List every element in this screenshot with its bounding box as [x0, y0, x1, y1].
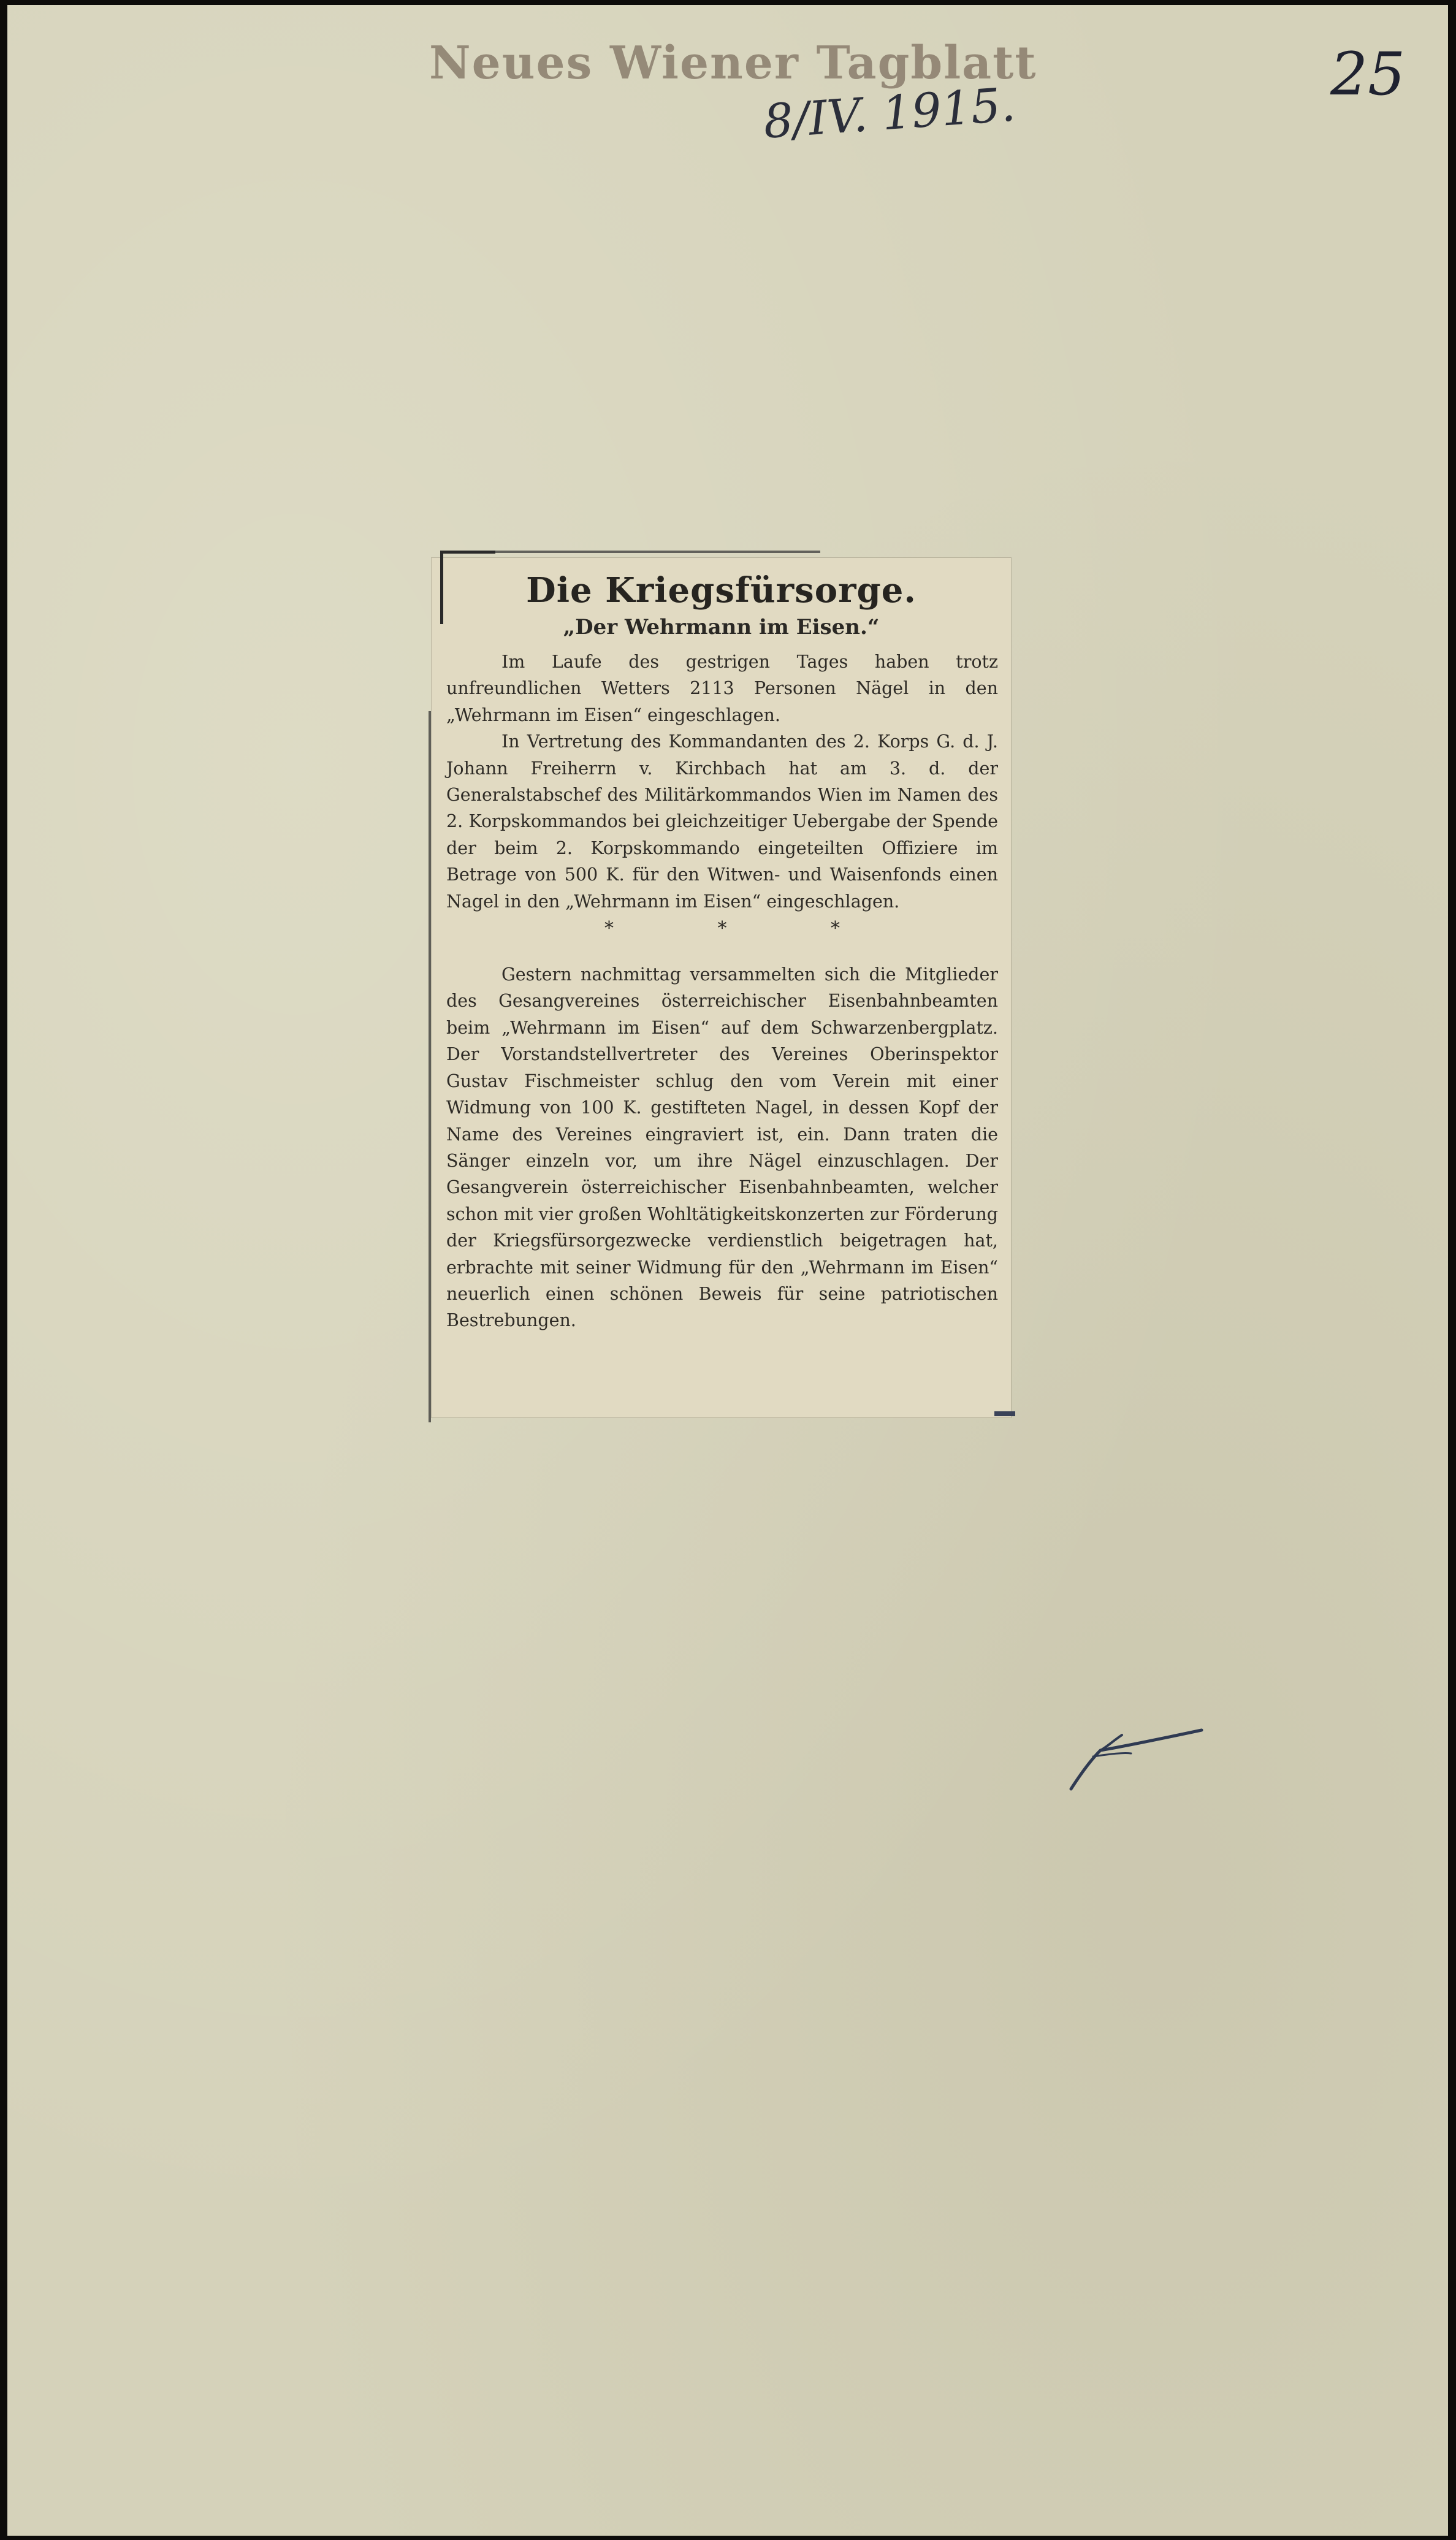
clipping-edge-mark [994, 1411, 1015, 1416]
article-title: Die Kriegsfürsorge. [526, 570, 917, 611]
article-paragraph: Im Laufe des gestrigen Tages haben trotz unfreundlichen Wetters 2113 Personen Nägel in den „Wehrmann im Eisen“ eingeschlagen. [446, 652, 998, 725]
article-body [446, 649, 998, 1334]
article-subtitle: „Der Wehrmann im Eisen.“ [563, 615, 880, 639]
article-paragraph: Gestern nachmittag versammelten sich die Mitglieder des Gesangvereines österreichischer Eisenbahnbeamten beim „Wehrmann im Eisen“ auf dem Schwarzenbergplatz. Der Vorstandstellvertreter des Vereines Oberinspektor Gustav Fischmeister schlug den vom Verein mit einer Widmung von 100 K. gestifteten Nagel, in dessen Kopf der Name des Vereines eingraviert ist, ein. Dann traten die Sänger einzeln vor, um ihre Nägel einzuschlagen. Der Gesangverein österreichischer Eisenbahnbeamten, welcher schon mit vier großen Wohltätigkeitskonzerten zur Förderung der Kriegsfürsorgezwecke verdienstlich beigetragen hat, erbrachte mit seiner Widmung für den „Wehrmann im Eisen“ neuerlich einen schönen Beweis für seine patriotischen Bestrebungen. [446, 964, 998, 1331]
section-separator: * * * [604, 918, 890, 940]
article-paragraph: In Vertretung des Kommandanten des 2. Korps G. d. J. Johann Freiherrn v. Kirchbach hat am 3. d. der Generalstabschef des Militärkommandos Wien im Namen des 2. Korpskommandos bei gleichzeitiger Uebergabe der Spende der beim 2. Korpskommando eingeteilten Offiziere im Betrage von 500 K. für den Witwen- und Waisenfonds einen Nagel in den „Wehrmann im Eisen“ eingeschlagen. [446, 731, 998, 912]
newspaper-stamp: Neues Wiener Tagblatt [429, 37, 1037, 90]
clipping-rule [440, 551, 820, 553]
clipping-left-edge [429, 711, 431, 1422]
pen-check-mark-icon [1064, 1723, 1211, 1796]
handwritten-date: 8/IV. 1915. [761, 77, 1018, 149]
clipping-corner-mark-h [440, 551, 495, 554]
page-number: 25 [1330, 40, 1406, 109]
